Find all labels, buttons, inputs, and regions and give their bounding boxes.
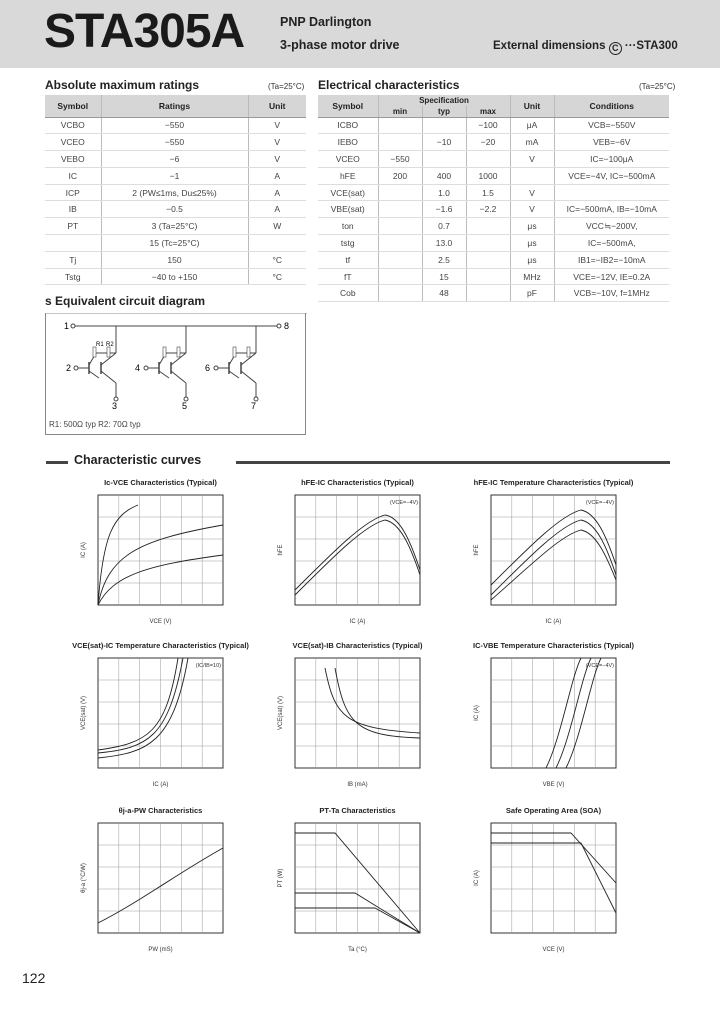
cell-cond: VCE=−4V, IC=−500mA — [554, 167, 669, 184]
cell-unit: V — [248, 117, 306, 134]
table-row — [45, 268, 306, 285]
table-row — [318, 184, 669, 201]
col-unit: Unit — [510, 95, 554, 117]
cell-unit: μs — [510, 251, 554, 268]
chart-plot — [73, 818, 238, 958]
cell-max — [466, 218, 510, 235]
chart-xlabel: VCE (V) — [149, 619, 172, 625]
cell-unit: A — [248, 167, 306, 184]
cell-unit: V — [510, 184, 554, 201]
col-min: min — [378, 106, 422, 117]
cell-unit — [248, 235, 306, 252]
chart-ylabel: IC (A) — [474, 705, 480, 721]
cell-min — [378, 201, 422, 218]
curves-title: Characteristic curves — [74, 453, 202, 467]
cell-unit: °C — [248, 268, 306, 285]
cell-typ: 2.5 — [422, 251, 466, 268]
chart-ylabel: hFE — [278, 544, 284, 556]
cell-cond: VCC≒−200V, — [554, 218, 669, 235]
cell-typ — [422, 117, 466, 134]
cell-symbol: IB — [45, 201, 101, 218]
table-row — [45, 151, 306, 168]
table-row — [318, 117, 669, 134]
table-row — [318, 235, 669, 252]
col-conditions: Conditions — [554, 95, 669, 117]
cell-rating: 3 (Ta=25°C) — [101, 218, 248, 235]
cell-rating: −550 — [101, 117, 248, 134]
col-symbol: Symbol — [45, 95, 101, 117]
cell-symbol: Cob — [318, 285, 378, 302]
chart-plot — [466, 490, 631, 630]
cell-symbol — [45, 235, 101, 252]
circuit-title-text: Equivalent circuit diagram — [55, 294, 206, 308]
col-ratings: Ratings — [101, 95, 248, 117]
cell-max: −2.2 — [466, 201, 510, 218]
chart-plot — [466, 818, 631, 958]
chart-plot — [73, 490, 238, 630]
cell-cond — [554, 184, 669, 201]
cell-symbol: hFE — [318, 167, 378, 184]
chart-title: hFE-IC Temperature Characteristics (Typical) — [473, 478, 634, 487]
chart-xlabel: IC (A) — [349, 619, 366, 625]
page-number: 122 — [22, 970, 46, 986]
table-row — [318, 285, 669, 302]
chart-ylabel: PT (W) — [278, 868, 284, 888]
cell-cond: VCB=−550V — [554, 117, 669, 134]
cell-cond: VCE=−12V, IE=0.2A — [554, 268, 669, 285]
cell-unit: μs — [510, 235, 554, 252]
elec-table — [318, 95, 669, 302]
curves-header-bar-left — [46, 461, 68, 464]
table-row — [45, 184, 306, 201]
cell-unit: A — [248, 184, 306, 201]
chart-note: (IC/IB=10) — [195, 663, 221, 669]
chart-title: PT-Ta Characteristics — [319, 806, 396, 815]
chart-plot — [270, 653, 435, 793]
pin-1: 1 — [64, 321, 70, 331]
cell-min — [378, 268, 422, 285]
package-code: ···STA300 — [624, 40, 678, 52]
chart-ylabel: VCE(sat) (V) — [81, 695, 87, 731]
cell-typ: 400 — [422, 167, 466, 184]
pin-8: 8 — [284, 321, 290, 331]
pin-6: 6 — [205, 363, 211, 373]
resistor-note: R1: 500Ω typ R2: 70Ω typ — [49, 420, 141, 429]
table-row — [318, 218, 669, 235]
cell-symbol: VCEO — [45, 134, 101, 151]
chart-plot — [466, 653, 631, 793]
pin-7: 7 — [251, 401, 257, 411]
cell-unit: A — [248, 201, 306, 218]
cell-symbol: VEBO — [45, 151, 101, 168]
table-row — [45, 134, 306, 151]
chart-xlabel: IB (mA) — [347, 782, 368, 788]
col-spec: Specification — [378, 95, 510, 106]
cell-min: −550 — [378, 151, 422, 168]
chart-xlabel: VCE (V) — [542, 947, 565, 953]
cell-symbol: Tj — [45, 251, 101, 268]
package-code-circle: C — [609, 42, 622, 55]
cell-symbol: VCBO — [45, 117, 101, 134]
cell-max — [466, 151, 510, 168]
r1-label: R1 — [96, 342, 104, 348]
cell-typ: −1.6 — [422, 201, 466, 218]
table-row — [45, 218, 306, 235]
cell-cond: IC=−500mA, — [554, 235, 669, 252]
pin-2: 2 — [66, 363, 72, 373]
cell-typ: 1.0 — [422, 184, 466, 201]
cell-rating: 2 (PW≤1ms, Du≤25%) — [101, 184, 248, 201]
cell-typ: 0.7 — [422, 218, 466, 235]
cell-rating: 150 — [101, 251, 248, 268]
cell-unit: pF — [510, 285, 554, 302]
cell-rating: 15 (Tc=25°C) — [101, 235, 248, 252]
cell-unit: V — [248, 151, 306, 168]
external-dimensions — [493, 40, 678, 55]
table-row — [45, 167, 306, 184]
cell-unit: W — [248, 218, 306, 235]
chart-title: Ic-VCE Characteristics (Typical) — [104, 478, 217, 487]
cell-symbol: tstg — [318, 235, 378, 252]
cell-typ: 13.0 — [422, 235, 466, 252]
r2-label: R2 — [106, 342, 114, 348]
cell-symbol: ICBO — [318, 117, 378, 134]
cell-max — [466, 268, 510, 285]
chart-title: VCE(sat)-IB Characteristics (Typical) — [292, 641, 423, 650]
chart-title: IC-VBE Temperature Characteristics (Typical) — [472, 641, 635, 650]
cell-min — [378, 184, 422, 201]
table-row — [318, 251, 669, 268]
cell-rating: −40 to +150 — [101, 268, 248, 285]
cell-max: 1.5 — [466, 184, 510, 201]
cell-symbol: VCEO — [318, 151, 378, 168]
cell-unit: μA — [510, 117, 554, 134]
cell-rating: −0.5 — [101, 201, 248, 218]
chart-note: (VCE=−4V) — [585, 663, 614, 669]
cell-symbol: PT — [45, 218, 101, 235]
chart-xlabel: Ta (°C) — [348, 947, 367, 953]
table-row — [45, 235, 306, 252]
chart-ylabel: hFE — [474, 544, 480, 556]
cell-unit — [510, 167, 554, 184]
cell-unit: mA — [510, 134, 554, 151]
circuit-box — [45, 313, 306, 435]
pin-3: 3 — [112, 401, 118, 411]
chart-ylabel: IC (A) — [81, 542, 87, 558]
cell-max — [466, 251, 510, 268]
table-row — [318, 134, 669, 151]
table-row — [318, 151, 669, 168]
darlington-transistor — [214, 326, 258, 401]
chart-title: θj-a-PW Characteristics — [118, 806, 203, 815]
cell-max: −20 — [466, 134, 510, 151]
external-dimensions-label: External dimensions — [493, 40, 606, 52]
abs-max-title: Absolute maximum ratings — [45, 78, 200, 92]
col-max: max — [466, 106, 510, 117]
cell-min — [378, 134, 422, 151]
cell-min — [378, 218, 422, 235]
cell-symbol: VBE(sat) — [318, 201, 378, 218]
cell-typ — [422, 151, 466, 168]
cell-cond: IC=−100μA — [554, 151, 669, 168]
table-row — [45, 201, 306, 218]
chart-xlabel: VBE (V) — [542, 782, 565, 788]
chart-plot — [73, 653, 238, 793]
curves-header-bar-right — [236, 461, 670, 464]
col-unit: Unit — [248, 95, 306, 117]
curves-header — [46, 453, 670, 468]
cell-max: −100 — [466, 117, 510, 134]
col-symbol: Symbol — [318, 95, 378, 117]
cell-unit: V — [248, 134, 306, 151]
cell-symbol: IEBO — [318, 134, 378, 151]
cell-symbol: VCE(sat) — [318, 184, 378, 201]
cell-typ: −10 — [422, 134, 466, 151]
table-row — [318, 167, 669, 184]
circuit-title — [45, 294, 205, 308]
circuit-marker: s — [45, 294, 52, 308]
chart-ylabel: θj-a (°C/W) — [81, 863, 87, 893]
cell-symbol: ton — [318, 218, 378, 235]
cell-rating: −1 — [101, 167, 248, 184]
chart-plot — [270, 818, 435, 958]
cell-min — [378, 285, 422, 302]
table-row — [45, 117, 306, 134]
cell-symbol: tf — [318, 251, 378, 268]
cell-max: 1000 — [466, 167, 510, 184]
chart-xlabel: PW (mS) — [148, 947, 173, 953]
cell-unit: MHz — [510, 268, 554, 285]
darlington-transistor — [144, 326, 188, 401]
cell-rating: −550 — [101, 134, 248, 151]
circuit-diagram — [46, 313, 307, 435]
cell-min — [378, 235, 422, 252]
chart-note: (VCE=−4V) — [389, 500, 418, 506]
cell-cond: IC=−500mA, IB=−10mA — [554, 201, 669, 218]
cell-cond: IB1=−IB2=−10mA — [554, 251, 669, 268]
header-band — [0, 0, 720, 68]
table-row — [318, 201, 669, 218]
abs-max-condition: (Ta=25°C) — [268, 82, 305, 91]
table-row — [45, 251, 306, 268]
cell-rating: −6 — [101, 151, 248, 168]
cell-cond: VEB=−6V — [554, 134, 669, 151]
cell-max — [466, 235, 510, 252]
cell-symbol: fT — [318, 268, 378, 285]
cell-symbol: IC — [45, 167, 101, 184]
pin-5: 5 — [182, 401, 188, 411]
abs-max-table — [45, 95, 306, 285]
col-typ: typ — [422, 106, 466, 117]
cell-symbol: ICP — [45, 184, 101, 201]
chart-title: VCE(sat)-IC Temperature Characteristics (Typical) — [72, 641, 249, 650]
chart-plot — [270, 490, 435, 630]
chart-title: hFE-IC Characteristics (Typical) — [301, 478, 414, 487]
elec-condition: (Ta=25°C) — [639, 82, 676, 91]
part-number: STA305A — [44, 5, 245, 58]
cell-cond: VCB=−10V, f=1MHz — [554, 285, 669, 302]
darlington-transistor — [74, 326, 118, 401]
device-type: PNP Darlington — [280, 15, 372, 29]
cell-typ: 48 — [422, 285, 466, 302]
cell-unit: V — [510, 201, 554, 218]
chart-note: (VCE=−4V) — [585, 500, 614, 506]
cell-min — [378, 251, 422, 268]
chart-title: Safe Operating Area (SOA) — [505, 806, 602, 815]
cell-unit: V — [510, 151, 554, 168]
cell-unit: μs — [510, 218, 554, 235]
cell-symbol: Tstg — [45, 268, 101, 285]
cell-max — [466, 285, 510, 302]
cell-min — [378, 117, 422, 134]
device-application: 3-phase motor drive — [280, 38, 400, 52]
chart-ylabel: IC (A) — [474, 870, 480, 886]
cell-typ: 15 — [422, 268, 466, 285]
cell-unit: °C — [248, 251, 306, 268]
cell-min: 200 — [378, 167, 422, 184]
chart-xlabel: IC (A) — [152, 782, 169, 788]
chart-ylabel: VCE(sat) (V) — [278, 695, 284, 731]
elec-title: Electrical characteristics — [318, 78, 460, 92]
table-row — [318, 268, 669, 285]
chart-xlabel: IC (A) — [545, 619, 562, 625]
pin-4: 4 — [135, 363, 141, 373]
